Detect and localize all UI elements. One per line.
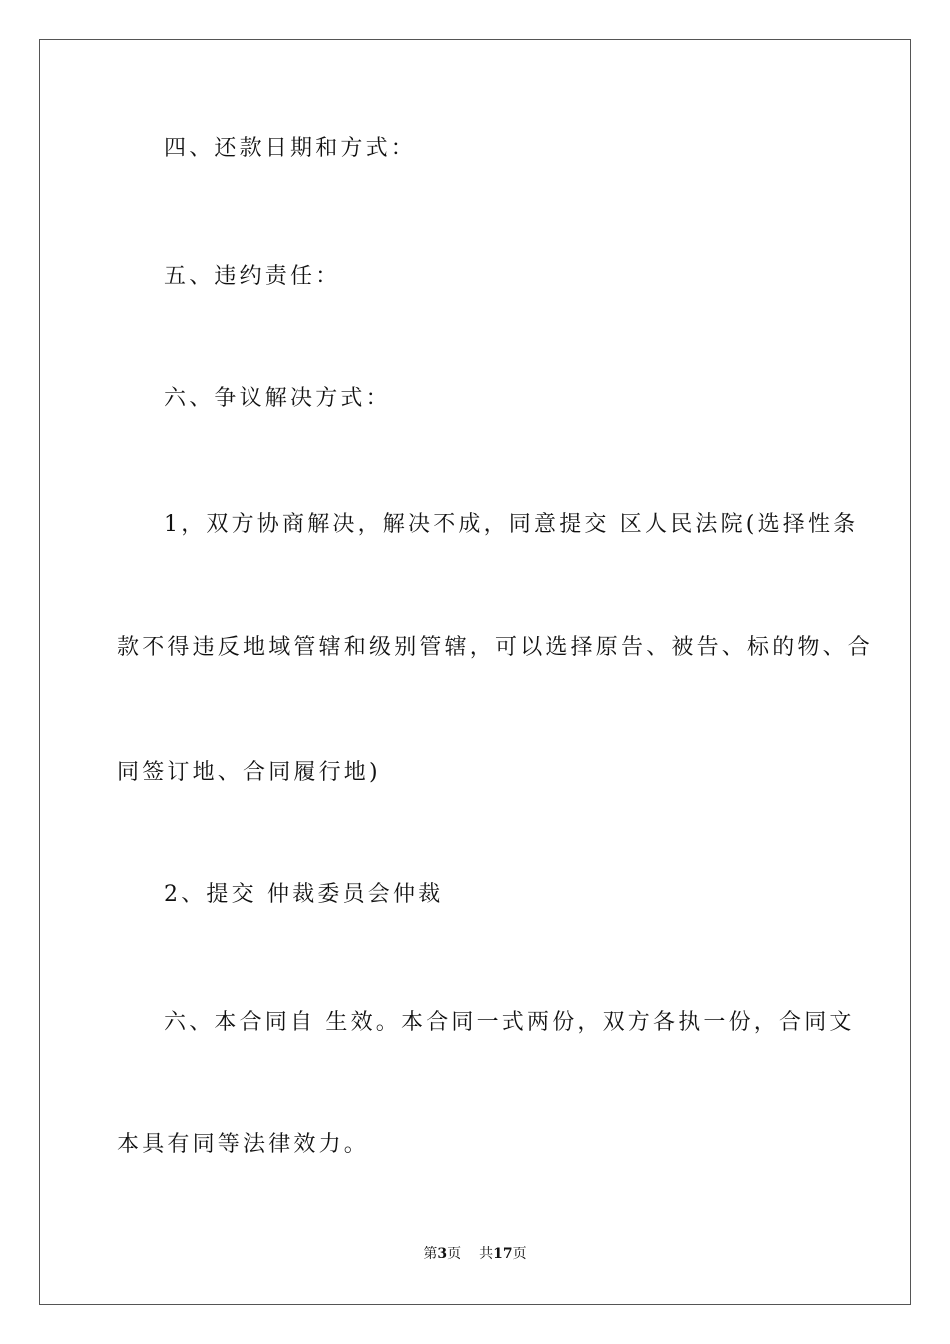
footer-page-number: 3: [437, 1246, 448, 1262]
section-heading-dispute: 六、争议解决方式：: [164, 386, 391, 411]
footer-page-suffix: 页: [447, 1246, 462, 1262]
paragraph-line: 本具有同等法律效力。: [117, 1132, 370, 1157]
paragraph-line: 同签订地、合同履行地): [117, 760, 381, 785]
paragraph-line: 2、提交 仲裁委员会仲裁: [164, 882, 444, 907]
paragraph-line: 款不得违反地域管辖和级别管辖，可以选择原告、被告、标的物、合: [117, 635, 874, 660]
footer-page-prefix: 第: [423, 1246, 438, 1262]
footer-total-suffix: 页: [512, 1246, 527, 1262]
section-heading-repayment: 四、还款日期和方式：: [164, 136, 417, 161]
page-border: [39, 39, 911, 1305]
footer-total-prefix: 共: [479, 1246, 494, 1262]
paragraph-line: 1，双方协商解决，解决不成，同意提交 区人民法院(选择性条: [164, 512, 859, 537]
section-heading-liability: 五、违约责任：: [164, 264, 341, 289]
paragraph-line: 六、本合同自 生效。本合同一式两份，双方各执一份，合同文: [164, 1010, 855, 1035]
page-footer: [0, 1244, 950, 1264]
footer-total-pages: 17: [493, 1246, 513, 1262]
